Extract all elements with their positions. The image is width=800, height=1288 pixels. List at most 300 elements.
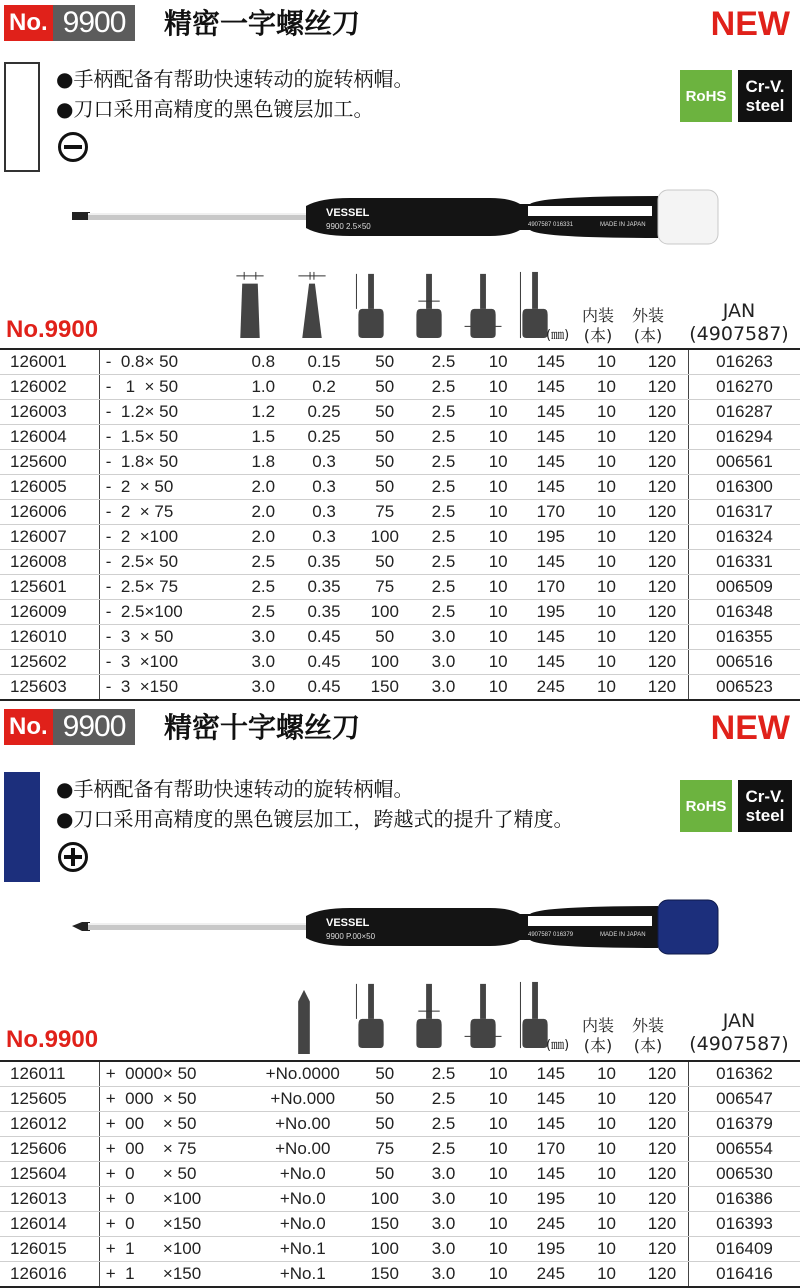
table-cell: 145: [525, 1061, 578, 1087]
table-cell: 016324: [689, 525, 800, 550]
table-cell: 0.35: [294, 575, 355, 600]
table-cell: - 1 × 50: [99, 375, 233, 400]
table-cell: 016416: [689, 1262, 800, 1288]
table-cell: 10: [577, 400, 636, 425]
table-cell: 125600: [0, 450, 99, 475]
phillips-screwdriver-section: [0, 704, 800, 1288]
table-cell: 0.45: [294, 675, 355, 701]
feature-list: [56, 64, 413, 124]
table-row: [0, 500, 800, 525]
table-cell: 3.0: [415, 1187, 472, 1212]
feature-item: ●手柄配备有帮助快速转动的旋转柄帽。: [56, 777, 414, 801]
table-cell: 3.0: [415, 675, 472, 701]
model-number: 9900: [53, 709, 136, 745]
table-cell: 120: [636, 550, 689, 575]
crv-steel-badge: [738, 70, 792, 122]
table-cell: 120: [636, 625, 689, 650]
table-cell: 10: [577, 1112, 636, 1137]
table-cell: 1.0: [233, 375, 294, 400]
table-cell: 016287: [689, 400, 800, 425]
table-cell: +No.1: [251, 1262, 354, 1288]
table-cell: 1.5: [233, 425, 294, 450]
section-header: [0, 0, 800, 48]
table-cell: 120: [636, 475, 689, 500]
table-cell: 10: [577, 1087, 636, 1112]
table-row: [0, 349, 800, 375]
table-cell: 016409: [689, 1237, 800, 1262]
spec-table: [0, 348, 800, 701]
table-cell: 10: [472, 500, 525, 525]
table-cell: 126004: [0, 425, 99, 450]
table-cell: 10: [577, 1137, 636, 1162]
table-cell: 120: [636, 1187, 689, 1212]
series-label: No.9900: [6, 316, 99, 343]
table-cell: 10: [472, 575, 525, 600]
table-cell: 10: [577, 475, 636, 500]
table-cell: +No.1: [251, 1237, 354, 1262]
shaft-diameter-diagram: [410, 270, 450, 340]
table-cell: +No.0000: [251, 1061, 354, 1087]
table-cell: 245: [525, 1212, 578, 1237]
table-row: [0, 1137, 800, 1162]
table-cell: 016393: [689, 1212, 800, 1237]
table-cell: 10: [472, 1061, 525, 1087]
table-cell: 2.0: [233, 475, 294, 500]
table-cell: 10: [577, 600, 636, 625]
table-cell: 10: [472, 1262, 525, 1288]
table-cell: 145: [525, 1112, 578, 1137]
table-cell: +No.0: [251, 1162, 354, 1187]
certification-badges: [680, 780, 792, 832]
table-cell: 120: [636, 525, 689, 550]
tool-brand: VESSEL: [326, 207, 370, 219]
table-cell: - 3 × 50: [99, 625, 233, 650]
table-cell: 50: [354, 400, 415, 425]
table-cell: 016270: [689, 375, 800, 400]
table-row: [0, 425, 800, 450]
inner-pack-label: 内装: [581, 306, 614, 325]
blade-length-diagram: [352, 270, 392, 340]
handle-diameter-diagram: [464, 980, 504, 1050]
table-cell: 50: [354, 375, 415, 400]
table-cell: 10: [472, 450, 525, 475]
table-cell: 0.45: [294, 625, 355, 650]
table-cell: 75: [354, 500, 415, 525]
table-cell: +No.0: [251, 1212, 354, 1237]
table-cell: 10: [472, 650, 525, 675]
table-cell: 50: [354, 1112, 415, 1137]
shaft-diameter-diagram: [410, 980, 450, 1050]
table-cell: 10: [472, 1112, 525, 1137]
table-cell: 0.2: [294, 375, 355, 400]
table-cell: 2.5: [415, 475, 472, 500]
slotted-tip-icon: [58, 132, 88, 162]
table-cell: 120: [636, 1112, 689, 1137]
table-cell: 2.0: [233, 500, 294, 525]
table-cell: 100: [354, 525, 415, 550]
table-cell: 120: [636, 1212, 689, 1237]
tool-made-in: MADE IN JAPAN: [600, 932, 646, 938]
table-cell: 2.5: [415, 375, 472, 400]
table-row: [0, 400, 800, 425]
table-cell: 126014: [0, 1212, 99, 1237]
table-cell: 126010: [0, 625, 99, 650]
rohs-badge: RoHS: [680, 70, 732, 122]
table-cell: 3.0: [415, 1162, 472, 1187]
table-cell: 10: [577, 650, 636, 675]
unit-mm: (㎜): [546, 1038, 570, 1053]
table-cell: 10: [472, 1162, 525, 1187]
table-cell: 126001: [0, 349, 99, 375]
table-cell: 126016: [0, 1262, 99, 1288]
table-cell: 50: [354, 1162, 415, 1187]
table-cell: 120: [636, 675, 689, 701]
table-cell: 2.5: [233, 600, 294, 625]
table-cell: 1.8: [233, 450, 294, 475]
table-cell: 016317: [689, 500, 800, 525]
table-row: [0, 650, 800, 675]
table-cell: 10: [472, 625, 525, 650]
table-cell: 3.0: [415, 1262, 472, 1288]
table-row: [0, 675, 800, 701]
jan-prefix: (4907587): [689, 323, 789, 345]
table-cell: 2.5: [415, 550, 472, 575]
phillips-point-diagram: [284, 986, 324, 1056]
feature-item: ●刀口采用高精度的黑色镀层加工。: [56, 97, 374, 121]
table-cell: 10: [577, 1061, 636, 1087]
inner-pack-label: 内装: [581, 1016, 614, 1035]
table-cell: 0.15: [294, 349, 355, 375]
table-cell: 3.0: [415, 1212, 472, 1237]
table-cell: 75: [354, 1137, 415, 1162]
table-cell: 150: [354, 1212, 415, 1237]
table-cell: 3.0: [415, 625, 472, 650]
table-cell: 120: [636, 1262, 689, 1288]
rohs-badge: RoHS: [680, 780, 732, 832]
table-row: [0, 525, 800, 550]
table-cell: 016362: [689, 1061, 800, 1087]
inner-pack-header: [576, 1016, 620, 1056]
outer-pack-header: [626, 306, 670, 346]
table-cell: + 0 × 50: [99, 1162, 251, 1187]
feature-list: [56, 774, 573, 834]
table-cell: 10: [577, 375, 636, 400]
certification-badges: [680, 70, 792, 122]
table-cell: 2.5: [415, 600, 472, 625]
tool-brand: VESSEL: [326, 917, 370, 929]
table-cell: 2.5: [233, 550, 294, 575]
table-cell: 145: [525, 550, 578, 575]
table-cell: - 2.5× 50: [99, 550, 233, 575]
table-cell: - 3 ×100: [99, 650, 233, 675]
table-cell: + 1 ×150: [99, 1262, 251, 1288]
handle-diameter-diagram: [464, 270, 504, 340]
crv-badge-line: Cr-V.: [745, 77, 785, 96]
steel-badge-line: steel: [745, 806, 785, 825]
model-number-badge: [4, 5, 135, 41]
spec-table: [0, 1060, 800, 1288]
crv-steel-badge: [738, 780, 792, 832]
inner-pack-header: [576, 306, 620, 346]
table-cell: 10: [472, 600, 525, 625]
table-cell: - 2.5×100: [99, 600, 233, 625]
table-cell: - 1.5× 50: [99, 425, 233, 450]
table-cell: 150: [354, 1262, 415, 1288]
table-cell: 10: [577, 425, 636, 450]
table-cell: 2.5: [415, 349, 472, 375]
model-number: 9900: [53, 5, 136, 41]
table-cell: 120: [636, 375, 689, 400]
table-cell: 50: [354, 625, 415, 650]
table-cell: 126007: [0, 525, 99, 550]
table-cell: 120: [636, 500, 689, 525]
steel-badge-line: steel: [745, 96, 785, 115]
table-cell: 0.35: [294, 600, 355, 625]
table-row: [0, 1212, 800, 1237]
table-cell: 0.25: [294, 425, 355, 450]
table-row: [0, 1262, 800, 1288]
outer-pack-label: 外装: [631, 306, 664, 325]
table-cell: 2.5: [415, 425, 472, 450]
table-cell: 126002: [0, 375, 99, 400]
table-cell: + 000 × 50: [99, 1087, 251, 1112]
table-cell: 3.0: [233, 625, 294, 650]
jan-prefix: (4907587): [689, 1033, 789, 1055]
product-title: 精密十字螺丝刀: [164, 711, 361, 744]
table-cell: 50: [354, 1061, 415, 1087]
table-cell: 2.5: [415, 525, 472, 550]
table-cell: 10: [577, 525, 636, 550]
table-cell: 016386: [689, 1187, 800, 1212]
table-cell: 016348: [689, 600, 800, 625]
inner-pack-unit: (本): [583, 1036, 613, 1055]
table-cell: 100: [354, 650, 415, 675]
table-cell: 145: [525, 400, 578, 425]
table-cell: 016331: [689, 550, 800, 575]
table-cell: 100: [354, 600, 415, 625]
table-cell: 006530: [689, 1162, 800, 1187]
jan-header: [684, 300, 794, 346]
table-cell: +No.00: [251, 1112, 354, 1137]
table-cell: 150: [354, 675, 415, 701]
table-cell: 2.0: [233, 525, 294, 550]
phillips-tip-icon: [58, 842, 88, 872]
table-cell: 10: [472, 475, 525, 500]
table-cell: 125602: [0, 650, 99, 675]
table-cell: 50: [354, 425, 415, 450]
table-row: [0, 375, 800, 400]
table-cell: - 2.5× 75: [99, 575, 233, 600]
table-cell: 10: [472, 400, 525, 425]
table-cell: 195: [525, 600, 578, 625]
table-cell: 10: [577, 450, 636, 475]
table-cell: 120: [636, 400, 689, 425]
table-row: [0, 1112, 800, 1137]
table-cell: - 0.8× 50: [99, 349, 233, 375]
table-cell: +No.0: [251, 1187, 354, 1212]
table-cell: - 3 ×150: [99, 675, 233, 701]
table-cell: 120: [636, 650, 689, 675]
table-cell: 10: [472, 375, 525, 400]
tool-barcode: 4907587 016331: [528, 222, 574, 228]
table-cell: 125604: [0, 1162, 99, 1187]
table-cell: 50: [354, 475, 415, 500]
new-label: NEW: [710, 5, 790, 43]
model-number-badge: [4, 709, 135, 745]
table-cell: 145: [525, 650, 578, 675]
table-cell: 2.5: [415, 400, 472, 425]
tool-made-in: MADE IN JAPAN: [600, 222, 646, 228]
table-cell: 120: [636, 349, 689, 375]
table-cell: 0.3: [294, 525, 355, 550]
table-cell: 006554: [689, 1137, 800, 1162]
table-cell: 006509: [689, 575, 800, 600]
table-cell: 125606: [0, 1137, 99, 1162]
table-cell: 10: [577, 1262, 636, 1288]
table-cell: 100: [354, 1237, 415, 1262]
table-row: [0, 1187, 800, 1212]
jan-label: JAN: [722, 1010, 756, 1032]
table-cell: 125601: [0, 575, 99, 600]
blade-length-diagram: [352, 980, 392, 1050]
table-cell: + 0000× 50: [99, 1061, 251, 1087]
table-cell: 10: [577, 349, 636, 375]
table-cell: + 0 ×100: [99, 1187, 251, 1212]
table-cell: 006547: [689, 1087, 800, 1112]
table-cell: 120: [636, 450, 689, 475]
table-cell: 145: [525, 349, 578, 375]
table-cell: 016379: [689, 1112, 800, 1137]
table-cell: 245: [525, 675, 578, 701]
new-label: NEW: [710, 709, 790, 747]
table-cell: - 2 × 75: [99, 500, 233, 525]
table-cell: 0.3: [294, 500, 355, 525]
table-cell: 120: [636, 1162, 689, 1187]
table-cell: 0.35: [294, 550, 355, 575]
table-cell: 006561: [689, 450, 800, 475]
table-cell: 10: [472, 675, 525, 701]
table-cell: 10: [577, 1162, 636, 1187]
table-cell: 10: [472, 349, 525, 375]
section-header: [0, 704, 800, 752]
table-cell: 006523: [689, 675, 800, 701]
unit-mm: (㎜): [546, 328, 570, 343]
tool-model: 9900 P.00×50: [326, 932, 376, 941]
table-cell: 126015: [0, 1237, 99, 1262]
table-cell: 016294: [689, 425, 800, 450]
table-cell: 2.5: [415, 1112, 472, 1137]
table-row: [0, 1237, 800, 1262]
tool-model: 9900 2.5×50: [326, 222, 371, 231]
table-cell: 170: [525, 1137, 578, 1162]
table-cell: 100: [354, 1187, 415, 1212]
table-row: [0, 600, 800, 625]
table-cell: 0.3: [294, 450, 355, 475]
table-row: [0, 625, 800, 650]
table-cell: 125605: [0, 1087, 99, 1112]
outer-pack-unit: (本): [633, 326, 663, 345]
table-cell: 10: [472, 1212, 525, 1237]
inner-pack-unit: (本): [583, 326, 613, 345]
table-cell: 126012: [0, 1112, 99, 1137]
table-cell: 2.5: [233, 575, 294, 600]
table-cell: 10: [472, 525, 525, 550]
table-cell: - 1.2× 50: [99, 400, 233, 425]
screwdriver-image: [70, 894, 730, 960]
table-cell: 126011: [0, 1061, 99, 1087]
table-cell: 126005: [0, 475, 99, 500]
table-cell: 195: [525, 1187, 578, 1212]
table-cell: 120: [636, 1061, 689, 1087]
color-indicator-box: [4, 62, 40, 172]
table-cell: 145: [525, 450, 578, 475]
color-indicator-box: [4, 772, 40, 882]
table-cell: 75: [354, 575, 415, 600]
table-cell: 170: [525, 500, 578, 525]
outer-pack-header: [626, 1016, 670, 1056]
table-cell: 10: [577, 550, 636, 575]
table-cell: 120: [636, 1137, 689, 1162]
table-cell: 3.0: [233, 675, 294, 701]
table-cell: +No.000: [251, 1087, 354, 1112]
screwdriver-image: [70, 184, 730, 250]
table-cell: 3.0: [415, 1237, 472, 1262]
table-cell: 2.5: [415, 500, 472, 525]
table-cell: 10: [472, 550, 525, 575]
table-cell: + 0 ×150: [99, 1212, 251, 1237]
table-row: [0, 1061, 800, 1087]
table-cell: - 1.8× 50: [99, 450, 233, 475]
table-cell: 3.0: [415, 650, 472, 675]
table-cell: 10: [472, 1087, 525, 1112]
table-cell: 10: [577, 1187, 636, 1212]
table-cell: 0.45: [294, 650, 355, 675]
table-cell: 2.5: [415, 1061, 472, 1087]
table-cell: 145: [525, 425, 578, 450]
table-cell: 145: [525, 625, 578, 650]
table-cell: 0.25: [294, 400, 355, 425]
table-cell: 2.5: [415, 1087, 472, 1112]
table-cell: 2.5: [415, 1137, 472, 1162]
table-row: [0, 475, 800, 500]
table-cell: 10: [472, 1137, 525, 1162]
table-cell: 120: [636, 1087, 689, 1112]
table-cell: 120: [636, 425, 689, 450]
table-cell: 2.5: [415, 450, 472, 475]
table-cell: 195: [525, 525, 578, 550]
table-cell: - 2 ×100: [99, 525, 233, 550]
table-cell: 125603: [0, 675, 99, 701]
series-label: No.9900: [6, 1026, 99, 1053]
tip-width-diagram: [230, 270, 270, 340]
table-cell: 10: [472, 425, 525, 450]
table-cell: 50: [354, 450, 415, 475]
model-number-prefix: No.: [4, 709, 53, 745]
table-cell: 145: [525, 375, 578, 400]
outer-pack-label: 外装: [631, 1016, 664, 1035]
table-row: [0, 550, 800, 575]
table-cell: + 00 × 50: [99, 1112, 251, 1137]
table-cell: 10: [472, 1237, 525, 1262]
table-cell: 145: [525, 475, 578, 500]
crv-badge-line: Cr-V.: [745, 787, 785, 806]
table-cell: 10: [472, 1187, 525, 1212]
table-cell: 50: [354, 349, 415, 375]
table-row: [0, 575, 800, 600]
table-cell: 10: [577, 625, 636, 650]
table-cell: 126013: [0, 1187, 99, 1212]
model-number-prefix: No.: [4, 5, 53, 41]
